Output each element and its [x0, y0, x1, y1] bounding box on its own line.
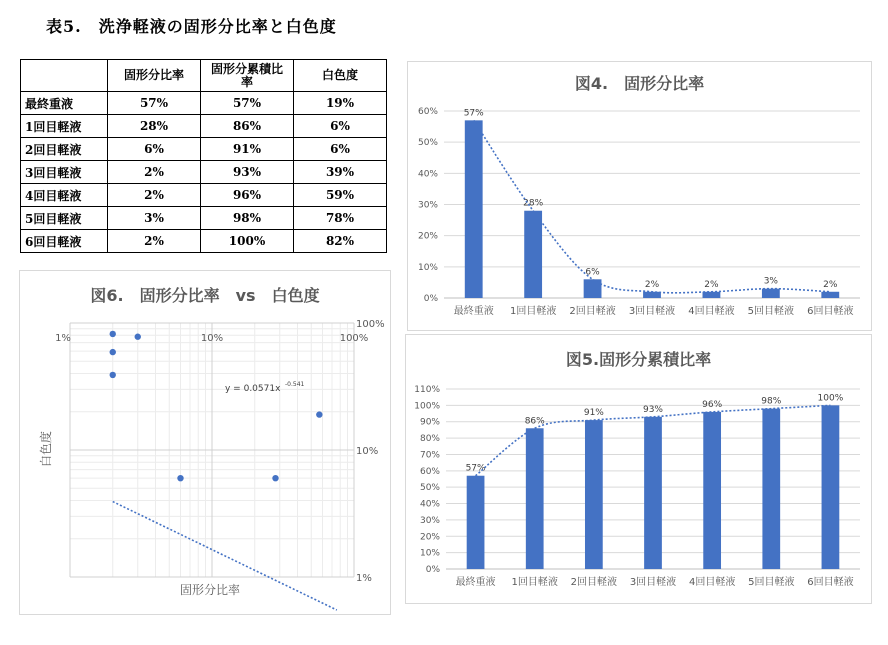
fig5-chart	[406, 335, 871, 603]
x-tick-label: 3回目軽液	[628, 306, 676, 317]
trendline-exponent: -0.541	[285, 381, 305, 388]
table-row	[21, 138, 387, 161]
table-cell: 96%	[201, 184, 294, 207]
table-row	[21, 230, 387, 253]
scatter-point	[272, 475, 278, 481]
table-header-corner	[21, 60, 108, 92]
y-tick-label: 50%	[419, 483, 440, 494]
fig6-panel	[19, 270, 391, 615]
bar	[822, 405, 840, 569]
bar	[762, 289, 780, 298]
fig4-panel	[407, 61, 872, 331]
data-label: 93%	[642, 404, 664, 415]
row-label-cell: 5回目軽液	[21, 207, 108, 230]
table-cell: 6%	[294, 115, 387, 138]
bar	[703, 292, 721, 298]
y-tick-label: 100%	[356, 319, 385, 330]
table-cell: 39%	[294, 161, 387, 184]
data-label: 28%	[523, 198, 544, 209]
data-label: 91%	[583, 408, 604, 419]
scatter-point	[177, 475, 183, 481]
y-tick-label: 10%	[419, 548, 440, 559]
data-label: 2%	[704, 279, 719, 290]
y-tick-label: 110%	[414, 385, 440, 395]
table-cell: 2%	[108, 161, 201, 184]
scatter-point	[316, 411, 322, 417]
y-axis-label: 白色度	[39, 430, 53, 468]
table-header-cell: 固形分累積比 率	[201, 60, 294, 92]
data-label: 86%	[524, 416, 545, 427]
table-header-row	[21, 60, 387, 92]
x-axis-label: 固形分比率	[179, 583, 241, 597]
chart-title: 図6. 固形分比率 vs 白色度	[90, 286, 320, 305]
bar	[465, 120, 483, 298]
y-tick-label: 20%	[417, 231, 438, 242]
table-cell: 2%	[108, 230, 201, 253]
data-label: 2%	[644, 279, 660, 290]
y-tick-label: 40%	[419, 499, 440, 510]
trendline-equation: y = 0.0571x	[225, 384, 281, 394]
x-tick-label: 1%	[55, 333, 71, 344]
y-tick-label: 50%	[417, 138, 438, 149]
table-cell: 28%	[108, 115, 201, 138]
x-tick-label: 4回目軽液	[688, 306, 735, 317]
bar	[524, 211, 542, 298]
table-cell: 78%	[294, 207, 387, 230]
table-cell: 57%	[201, 92, 294, 115]
table-cell: 3%	[108, 207, 201, 230]
x-tick-label: 100%	[339, 333, 369, 344]
table-header-cell: 固形分比率	[108, 60, 201, 92]
y-tick-label: 90%	[419, 417, 440, 428]
x-tick-label: 1回目軽液	[511, 577, 558, 588]
scatter-point	[135, 334, 141, 340]
y-tick-label: 30%	[417, 200, 438, 211]
fig6-chart	[20, 271, 390, 614]
fig5-panel	[405, 334, 872, 604]
table-row	[21, 207, 387, 230]
table-row	[21, 184, 387, 207]
data-label: 6%	[585, 267, 600, 278]
y-tick-label: 20%	[419, 532, 440, 543]
page-title: 表5. 洗浄軽液の固形分比率と白色度	[46, 17, 337, 36]
scatter-point	[110, 349, 116, 355]
table-cell: 93%	[201, 161, 294, 184]
y-tick-label: 70%	[419, 450, 440, 461]
row-label-cell: 1回目軽液	[21, 115, 108, 138]
y-tick-label: 40%	[417, 169, 438, 180]
bar	[762, 409, 780, 569]
chart-title: 図4. 固形分比率	[574, 74, 705, 93]
data-label: 100%	[817, 393, 844, 404]
scatter-point	[110, 331, 116, 337]
table-row	[21, 115, 387, 138]
x-tick-label: 2回目軽液	[570, 577, 618, 588]
data-label: 3%	[763, 276, 778, 287]
bar	[644, 417, 662, 569]
x-tick-label: 10%	[200, 333, 224, 344]
y-tick-label: 10%	[356, 446, 379, 457]
x-tick-label: 2回目軽液	[569, 306, 616, 317]
y-tick-label: 80%	[419, 434, 440, 445]
bar	[467, 476, 485, 569]
data-label: 98%	[761, 396, 782, 407]
table-cell: 59%	[294, 184, 387, 207]
table-cell: 2%	[108, 184, 201, 207]
x-tick-label: 6回目軽液	[807, 306, 854, 317]
fig4-chart	[408, 62, 871, 330]
y-tick-label: 0%	[425, 565, 440, 575]
y-tick-label: 1%	[356, 573, 372, 584]
x-tick-label: 5回目軽液	[748, 577, 795, 588]
data-table	[20, 59, 387, 253]
x-tick-label: 6回目軽液	[807, 577, 854, 588]
table-cell: 6%	[294, 138, 387, 161]
row-label-cell: 6回目軽液	[21, 230, 108, 253]
table-cell: 19%	[294, 92, 387, 115]
y-tick-label: 100%	[414, 401, 440, 412]
x-tick-label: 最終重液	[455, 577, 496, 588]
y-tick-label: 60%	[419, 466, 440, 477]
scatter-point	[110, 372, 116, 378]
table-row	[21, 92, 387, 115]
table-cell: 100%	[201, 230, 294, 253]
x-tick-label: 3回目軽液	[629, 577, 677, 588]
table-cell: 86%	[201, 115, 294, 138]
x-tick-label: 4回目軽液	[688, 577, 736, 588]
row-label-cell: 2回目軽液	[21, 138, 108, 161]
x-tick-label: 最終重液	[453, 306, 494, 317]
chart-title: 図5.固形分累積比率	[565, 350, 712, 369]
bar	[585, 420, 603, 569]
data-label: 96%	[702, 399, 723, 410]
table-cell: 91%	[201, 138, 294, 161]
bar	[584, 279, 602, 298]
y-tick-label: 0%	[423, 294, 438, 304]
bar	[821, 292, 839, 298]
row-label-cell: 最終重液	[21, 92, 108, 115]
bar	[526, 428, 544, 569]
table-cell: 57%	[108, 92, 201, 115]
bar	[643, 292, 661, 298]
x-tick-label: 1回目軽液	[509, 306, 557, 317]
y-tick-label: 30%	[419, 515, 440, 526]
table-cell: 98%	[201, 207, 294, 230]
y-tick-label: 60%	[417, 107, 438, 117]
row-label-cell: 4回目軽液	[21, 184, 108, 207]
row-label-cell: 3回目軽液	[21, 161, 108, 184]
table-cell: 6%	[108, 138, 201, 161]
table-row	[21, 161, 387, 184]
y-tick-label: 10%	[417, 262, 438, 273]
bar	[703, 412, 721, 569]
table-cell: 82%	[294, 230, 387, 253]
data-label: 2%	[823, 279, 838, 290]
x-tick-label: 5回目軽液	[747, 306, 795, 317]
data-label: 57%	[463, 108, 484, 119]
table-header-cell: 白色度	[294, 60, 387, 92]
data-label: 57%	[465, 463, 486, 474]
